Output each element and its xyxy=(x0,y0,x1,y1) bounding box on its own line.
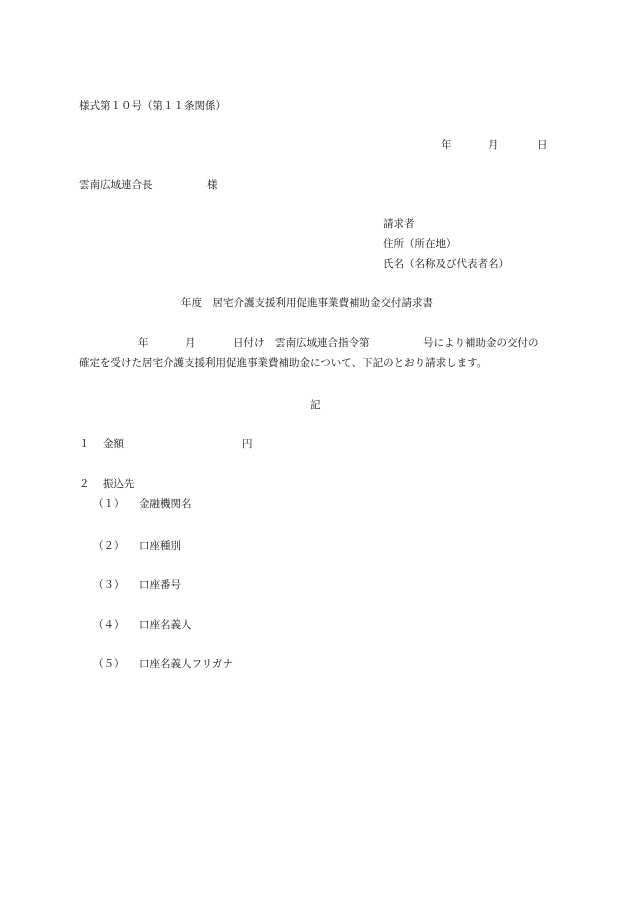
subitem-number: （５） xyxy=(93,658,125,670)
subitem-number: （４） xyxy=(93,619,125,631)
subitem-label-account-holder-kana: 口座名義人フリガナ xyxy=(139,658,233,670)
subitem-label-bank-name: 金融機関名 xyxy=(139,498,192,510)
item-transfer-label: 振込先 xyxy=(103,478,135,490)
body-month: 月 xyxy=(185,337,196,349)
requester-address: 住所（所在地） xyxy=(383,238,457,250)
subitem-number: （１） xyxy=(93,498,125,510)
item-amount-label: 金額 xyxy=(103,438,124,450)
item-amount-number: １ xyxy=(79,438,90,450)
requester-label: 請求者 xyxy=(383,218,415,230)
body-line2: 確定を受けた居宅介護支援利用促進事業費補助金について、下記のとおり請求します。 xyxy=(79,357,488,369)
form-number: 様式第１０号（第１１条関係） xyxy=(79,100,226,112)
body-year: 年 xyxy=(138,337,149,349)
addressee-honorific: 様 xyxy=(207,179,218,191)
subitem-number: （２） xyxy=(93,540,125,552)
body-date-suffix: 日付け 雲南広域連合指令第 xyxy=(233,337,370,349)
subitem-label-account-number: 口座番号 xyxy=(139,579,181,591)
date-year-label: 年 xyxy=(441,139,452,151)
requester-name: 氏名（名称及び代表者名） xyxy=(383,258,509,270)
subitem-label-account-type: 口座種別 xyxy=(139,540,181,552)
subitem-label-account-holder: 口座名義人 xyxy=(139,619,192,631)
item-amount-unit: 円 xyxy=(242,438,253,450)
addressee-name: 雲南広域連合長 xyxy=(79,179,153,191)
date-month-label: 月 xyxy=(488,139,499,151)
date-day-label: 日 xyxy=(537,139,548,151)
body-line1-tail: 号により補助金の交付の xyxy=(423,337,539,349)
ki-heading: 記 xyxy=(310,399,321,411)
item-transfer-number: ２ xyxy=(79,478,90,490)
document-title: 年度 居宅介護支援利用促進事業費補助金交付請求書 xyxy=(181,297,433,309)
subitem-number: （３） xyxy=(93,579,125,591)
